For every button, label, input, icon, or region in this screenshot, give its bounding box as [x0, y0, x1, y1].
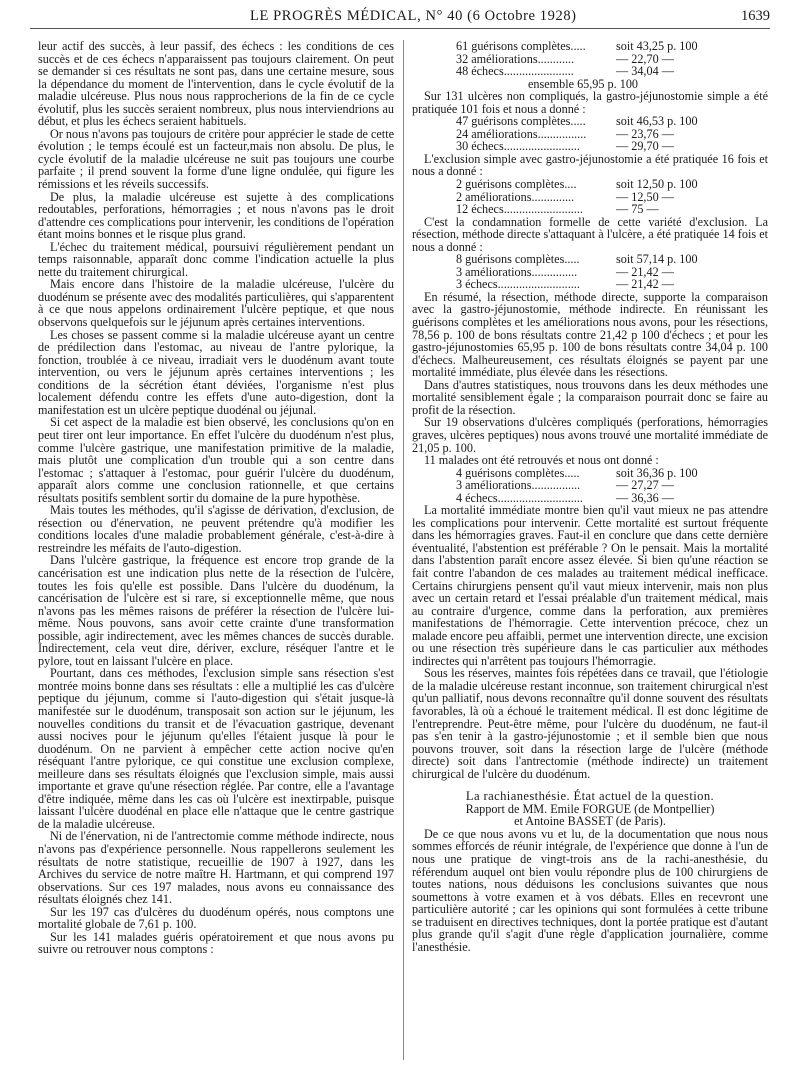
paragraph: Sous les réserves, maintes fois répétées dans ce travail, que l'étiologie de la maladie ulcéreuse restant inconnue, son traitement chirurgical n'est qu'un palliatif, nous devons reconnaître qu'il donne souvent des résultats favorables, là où a échoué le traitement médical. Il est donc légitime de l'entreprendre. Peut-être même, pour l'ulcère du duodénum, ne faut-il pas s'en tenir à la gastro-jéjunostomie ; et il semble bien que nous pouvons trouver, soit dans la résection large de l'ulcère (méthode directe) soit dans l'antrectomie (méthode indirecte) un traitement chirurgical de l'ulcère du duodénum. — [412, 666, 768, 781]
paragraph: La mortalité immédiate montre bien qu'il vaut mieux ne pas attendre les complications pour intervenir. Cette mortalité est surtout fréquente dans les hémorragies graves. Faut-il en conclure que dans cette dernière éventualité, l'abstention est préférable ? On le pensait. Mais la mortalité dans l'abstention paraît encore assez élevée. Si bien qu'une réaction se fait contre l'abandon de ces malades au traitement médical inefficace. Certains chirurgiens pensent qu'il vaut mieux intervenir, mais non plus avec un certain retard et l'essai préalable d'un traitement médical, mais au contraire d'urgence, comme dans la perforation, aux premières manifestations de l'hémorragie. Cette intervention précoce, chez un malade encore peu affaibli, permet une intervention directe, une excision ou une résection très supérieure dans le cas particulier aux méthodes indirectes qui n'arrêtent pas toujours l'hémorragie. — [412, 503, 768, 668]
right-column — [412, 40, 768, 1080]
paragraph: C'est la condamnation formelle de cette variété d'exclusion. La résection, méthode directe s'attaquant à l'ulcère, a été pratiquée 14 fois et nous a donné : — [412, 214, 768, 254]
stat-value: — 34,04 — — [616, 64, 674, 79]
stat-label: 4 guérisons complètes..... — [456, 466, 580, 480]
stat-row — [412, 479, 768, 492]
running-header — [30, 4, 770, 26]
stat-row — [412, 53, 768, 66]
stat-row — [412, 253, 768, 266]
stat-label: 3 échecs........................... — [456, 278, 580, 291]
stat-label: 30 échecs......................... — [456, 140, 580, 153]
paragraph: En résumé, la résection, méthode directe, supporte la comparaison avec la gastro-jéjunostomie, méthode indirecte. En réunissant les guérisons complètes et les améliorations nous avons, pour les résections, 78,56 p. 100 de bons résultats contre 21,42 p 100 d'échecs ; et pour les gastro-jéjunostomies 65,95 p. 100 de bons résultats contre 34,04 p. 100 d'échecs. Malheureusement, ces résultats éloignés se payent par une mortalité immédiate, plus élevée dans les résections. — [412, 289, 768, 380]
column-divider — [403, 40, 404, 1060]
stat-row — [412, 128, 768, 141]
paragraph: De plus, la maladie ulcéreuse est sujette à des complications redoutables, perforations, hémorragies ; et nous n'avons pas le droit d'attendre ces complications pour intervenir, les conditions de l'opération étant moins bonnes et le risque plus grand. — [38, 189, 394, 242]
stat-row — [412, 65, 768, 78]
paragraph: Mais toutes les méthodes, qu'il s'agisse de dérivation, d'exclusion, de résection ou d'énervation, ne peuvent prétendre qu'à modifier les conditions locales d'une maladie probablement générale, c'est-à-dire à restreindre les méfaits de l'auto-digestion. — [38, 503, 394, 555]
paragraph: Sur 131 ulcères non compliqués, la gastro-jéjunostomie simple a été pratiquée 101 fois et nous a donné : — [412, 89, 768, 116]
stat-value: — 21,42 — — [616, 277, 674, 292]
stat-value: — 21,42 — — [616, 264, 674, 279]
paragraph: Dans l'ulcère gastrique, la fréquence est encore trop grande de la cancérisation est une indication plus nette de la résection de l'ulcère, toutes les fois qu'elle est possible. Dans l'ulcère du duodénum, la cancérisation de l'ulcère est si rare, si exceptionnelle même, que nous n'avons pas les mêmes raisons de préférer la résection de l'ulcère lui-même. Nous pouvons, sans avoir cette crainte d'une transformation possible, agir indirectement, avec les mêmes chances de succès durable. Indirectement, cela veut dire, dériver, exclure, réséquer l'antre et le pylore, tout en laissant l'ulcère en place. — [38, 553, 394, 668]
stat-value: — 29,70 — — [616, 139, 674, 154]
paragraph: Mais encore dans l'histoire de la maladie ulcéreuse, l'ulcère du duodénum se présente avec des modalités particulières, qui s'apparentent à ce que nous appelons ordinairement l'ulcère peptique, et que nous observons quelquefois sur le jéjunum après certaines interventions. — [38, 277, 394, 330]
stat-label: 4 échecs............................ — [456, 491, 583, 505]
paragraph: De ce que nous avons vu et lu, de la documentation que nous nous sommes efforcés de réunir intégrale, de l'expérience que donne à l'un de nous une pratique de vingt-trois ans de la rachi-anesthésie, du référendum auquel ont bien voulu répondre plus de 100 chirurgiens de toutes nations, nous déduisons les conclusions suivantes que nous soumettons à votre examen et à vos débats. Elles en recevront une particulière autorité ; car les opinions qui sont formulées à cette tribune se traduisent en directives techniques, dont la portée pratique est d'autant plus grande qu'il s'agit d'une règle d'application journalière, comme l'anesthésie. — [412, 826, 768, 954]
stat-label: 61 guérisons complètes..... — [456, 40, 586, 53]
paragraph: L'échec du traitement médical, poursuivi régulièrement pendant un temps raisonnable, apparaît donc comme l'indication actuelle la plus nette du traitement chirurgical. — [38, 239, 394, 279]
journal-title: LE PROGRÈS MÉDICAL, N° 40 (6 Octobre 1928) — [250, 8, 577, 24]
paragraph: 11 malades ont été retrouvés et nous ont donné : — [424, 453, 659, 468]
paragraph: Ni de l'énervation, ni de l'antrectomie comme méthode indirecte, nous n'avons pas d'expérience personnelle. Nous rappellerons seulement les résultats de notre statistique, recueillie de 1907 à 1927, dans les Archives du service de notre maître H. Hartmann, et qui comprend 197 observations. Sur ces 197 malades, nous avons eu connaissance des résultats éloignés chez 141. — [38, 829, 394, 907]
stat-value: soit 12,50 p. 100 — [616, 177, 698, 192]
stat-row — [412, 115, 768, 128]
header-rule — [30, 28, 770, 29]
paragraph: Sur les 141 malades guéris opératoirement et que nous avons pu suivre ou retrouver nous comptons : — [38, 929, 394, 957]
stat-row — [412, 266, 768, 279]
paragraph: Si cet aspect de la maladie est bien observé, les conclusions qu'on en peut tirer ont leur importance. En effet l'ulcère du duodénum n'est plus, comme l'ulcère gastrique, une manifestation primitive de la maladie, mais plutôt une complication d'un trouble qui a son centre dans l'estomac ; s'attaquer à l'estomac, pour guérir l'ulcère du duodénum, apparaît alors comme une conclusion rationnelle, et que certains résultats positifs semblent sortir du domaine de la pure hypothèse. — [38, 415, 394, 505]
stat-value: — 75 — — [616, 202, 659, 217]
stat-value: soit 46,53 p. 100 — [616, 114, 698, 129]
stat-label: 48 échecs....................... — [456, 65, 574, 78]
stat-value: — 12,50 — — [616, 189, 674, 204]
section-byline: et Antoine BASSET (de Paris). — [514, 814, 666, 829]
paragraph: Pourtant, dans ces méthodes, l'exclusion simple sans résection s'est montrée moins bonne dans ses résultats : elle a multiplié les cas d'ulcère peptique du jéjunum, comme si l'auto-digestion qui s'était jusque-là manifestée sur le duodénum, transposait son action sur le jéjunum, les nouvelles conditions du transit et de l'évacuation gastrique, devenant aussi nocives pour le jéjunum qu'elles l'étaient jusque là pour le duodénum. On ne parvient à empêcher cette action nocive qu'en réséquant l'antre pylorique, ce qui constitue une exclusion complexe, meilleure dans ses résultats éloignés que l'exclusion simple, mais aussi importante et grave qu'une résection réglée. Par contre, elle a l'avantage d'être indiquée, même dans les cas où l'ulcère est inextirpable, puisque laissant l'ulcère duodénal en place elle n'attaque que le centre gastrique de la maladie ulcéreuse. — [38, 666, 394, 831]
stat-value: soit 57,14 p. 100 — [616, 252, 698, 267]
paragraph: Sur les 197 cas d'ulcères du duodénum opérés, nous comptons une mortalité globale de 7,61 p. 100. — [38, 904, 394, 932]
page-number: 1639 — [741, 8, 770, 24]
stat-label: 3 améliorations............... — [456, 265, 578, 279]
stat-label: 32 améliorations............ — [456, 52, 575, 66]
paragraph: Dans d'autres statistiques, nous trouvons dans les deux méthodes une mortalité sensiblement égale ; la comparaison pourrait donc se faire au profit de la résection. — [412, 377, 768, 417]
stat-label: 8 guérisons complètes..... — [456, 253, 580, 266]
paragraph: Les choses se passent comme si la maladie ulcéreuse ayant un centre de prédilection dans l'estomac, au niveau de l'antre pylorique, la fonction, troublée à ce niveau, irradiait vers le duodénum avant toute intervention, ou vers le jéjunum après certaines interventions ; les conditions de la sécrétion étant déviées, l'organisme n'est plus localement défendu contre les effets d'une auto-digestion, dont la manifestation est un ulcère peptique duodénal ou jéjunal. — [38, 327, 394, 417]
stat-label: 2 guérisons complètes.... — [456, 178, 577, 191]
left-column — [38, 40, 394, 1080]
paragraph: L'exclusion simple avec gastro-jéjunostomie a été pratiquée 16 fois et nous a donné : — [412, 151, 768, 179]
stat-value: — 27,27 — — [616, 478, 674, 493]
paragraph: leur actif des succès, à leur passif, des échecs : les conditions de ces succès et de ces échecs n'apparaissent pas toujours clairement. On peut se demander si ces résultats ne sont pas, dans une certaine mesure, sous la dépendance du moment de l'intervention, dans le cycle évolutif de la maladie ulcéreuse. Plus nous nous rapprocherions de la fin de ce cycle évolutif, plus les succès seraient nombreux, plus nous interviendrions au début, et plus les échecs seraient habituels. — [38, 40, 394, 129]
stat-label: 47 guérisons complètes..... — [456, 115, 586, 128]
stat-row — [412, 467, 768, 480]
stat-label: 2 améliorations.............. — [456, 190, 575, 204]
paragraph: Sur 19 observations d'ulcères compliqués (perforations, hémorragies graves, ulcères peptiques) nous avons trouvé une mortalité immédiate de 21,05 p. 100. — [412, 415, 768, 455]
section-byline: Rapport de MM. Emile FORGUE (de Montpellier) — [465, 801, 715, 816]
stat-label: 12 échecs.......................... — [456, 203, 583, 216]
stat-row — [412, 178, 768, 191]
stat-value: soit 36,36 p. 100 — [616, 465, 698, 480]
section-title: La rachianesthésie. État actuel de la question. — [465, 789, 715, 804]
stat-row — [412, 40, 768, 53]
stat-value: — 22,70 — — [616, 51, 674, 66]
stat-value: — 23,76 — — [616, 126, 674, 141]
stat-row — [412, 203, 768, 216]
stat-sum: ensemble 65,95 p. 100 — [528, 76, 639, 91]
stat-value: soit 43,25 p. 100 — [616, 40, 698, 53]
stat-label: 3 améliorations................ — [456, 479, 581, 492]
paragraph: Or nous n'avons pas toujours de critère pour apprécier le stade de cette évolution ; le temps écoulé est un facteur,mais non absolu. De plus, le cycle évolutif de la maladie ulcéreuse ne suit pas toujours une courbe parfaite ; il prend souvent la forme d'une ligne ondulée, qui figure les rémissions et les réveils successifs. — [38, 126, 394, 192]
stat-label: 24 améliorations................ — [456, 127, 587, 141]
stat-value: — 36,36 — — [616, 490, 674, 505]
stat-row — [412, 191, 768, 204]
